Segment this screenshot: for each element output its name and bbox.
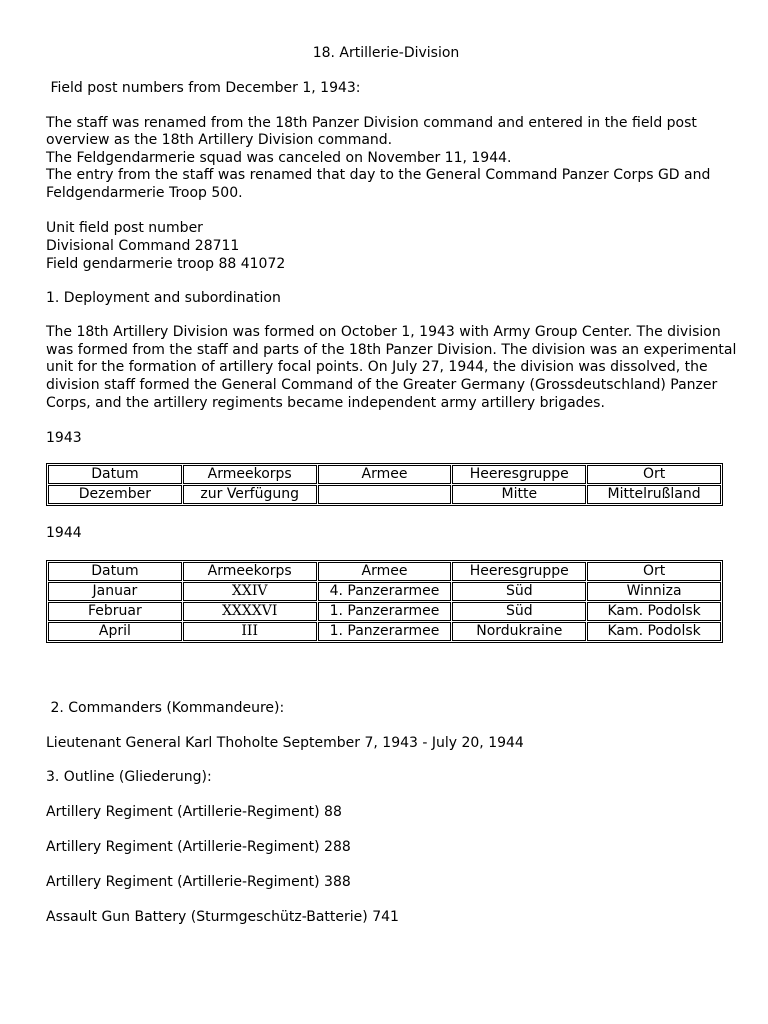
renaming-line: The Feldgendarmerie squad was canceled on November 11, 1944. — [46, 150, 512, 166]
header-cell: Heeresgruppe — [452, 562, 586, 581]
table-cell: XXIV — [183, 582, 317, 601]
header-cell: Armeekorps — [183, 465, 317, 484]
table-row — [48, 485, 721, 504]
renaming-line: overview as the 18th Artillery Division command. — [46, 132, 393, 148]
renaming-line: The staff was renamed from the 18th Panzer Division command and entered in the field post — [46, 115, 697, 131]
header-cell: Datum — [48, 465, 182, 484]
outline-item: Artillery Regiment (Artillerie-Regiment) 88 — [46, 804, 342, 820]
fieldpost-heading: Field post numbers from December 1, 1943: — [46, 80, 361, 96]
unit-list-item: Divisional Command 28711 — [46, 238, 240, 254]
table-cell: 4. Panzerarmee — [318, 582, 452, 601]
deployment-paragraph-line: division staff formed the General Command of the Greater Germany (Grossdeutschland) Panzer — [46, 377, 718, 393]
table-cell: 1. Panzerarmee — [318, 622, 452, 641]
unit-list-heading: Unit field post number — [46, 220, 203, 236]
table-cell: Mitte — [452, 485, 586, 504]
table-cell: Kam. Podolsk — [587, 602, 721, 621]
table-cell: Winniza — [587, 582, 721, 601]
table-cell: Januar — [48, 582, 182, 601]
header-cell: Ort — [587, 562, 721, 581]
table-header-row — [48, 465, 721, 484]
year-label-1944: 1944 — [46, 525, 82, 541]
table-row — [48, 622, 721, 641]
header-cell: Armee — [318, 465, 452, 484]
header-cell: Ort — [587, 465, 721, 484]
table-cell: zur Verfügung — [183, 485, 317, 504]
header-cell: Armeekorps — [183, 562, 317, 581]
header-cell: Armee — [318, 562, 452, 581]
commander-entry: Lieutenant General Karl Thoholte September 7, 1943 - July 20, 1944 — [46, 735, 524, 751]
deployment-paragraph-line: unit for the formation of artillery focal points. On July 27, 1944, the division was dissolved, the — [46, 359, 708, 375]
deployment-paragraph-line: The 18th Artillery Division was formed on October 1, 1943 with Army Group Center. The division — [46, 324, 721, 340]
outline-item: Artillery Regiment (Artillerie-Regiment) 288 — [46, 839, 351, 855]
table-cell: Dezember — [48, 485, 182, 504]
outline-item: Artillery Regiment (Artillerie-Regiment) 388 — [46, 874, 351, 890]
table-cell — [318, 485, 452, 504]
outline-item: Assault Gun Battery (Sturmgeschütz-Batterie) 741 — [46, 909, 399, 925]
section-heading-outline: 3. Outline (Gliederung): — [46, 769, 212, 785]
document-title: 18. Artillerie-Division — [312, 45, 460, 61]
renaming-line: The entry from the staff was renamed that day to the General Command Panzer Corps GD and — [46, 167, 711, 183]
table-cell: Februar — [48, 602, 182, 621]
table-cell: Süd — [452, 602, 586, 621]
section-heading-commanders: 2. Commanders (Kommandeure): — [46, 700, 285, 716]
subordination-table-1944 — [46, 560, 723, 643]
renaming-line: Feldgendarmerie Troop 500. — [46, 185, 243, 201]
table-cell: April — [48, 622, 182, 641]
deployment-paragraph-line: Corps, and the artillery regiments became independent army artillery brigades. — [46, 395, 605, 411]
table-cell: Nordukraine — [452, 622, 586, 641]
table-header-row — [48, 562, 721, 581]
unit-list-item: Field gendarmerie troop 88 41072 — [46, 256, 286, 272]
subordination-table-1943 — [46, 463, 723, 506]
table-cell: 1. Panzerarmee — [318, 602, 452, 621]
deployment-paragraph-line: was formed from the staff and parts of the 18th Panzer Division. The division was an experimental — [46, 342, 737, 358]
table-row — [48, 602, 721, 621]
table-cell: Süd — [452, 582, 586, 601]
table-cell: XXXXVI — [183, 602, 317, 621]
section-heading-deployment: 1. Deployment and subordination — [46, 290, 281, 306]
table-cell: Kam. Podolsk — [587, 622, 721, 641]
table-row — [48, 582, 721, 601]
header-cell: Heeresgruppe — [452, 465, 586, 484]
header-cell: Datum — [48, 562, 182, 581]
table-cell: III — [183, 622, 317, 641]
year-label-1943: 1943 — [46, 430, 82, 446]
table-cell: Mittelrußland — [587, 485, 721, 504]
